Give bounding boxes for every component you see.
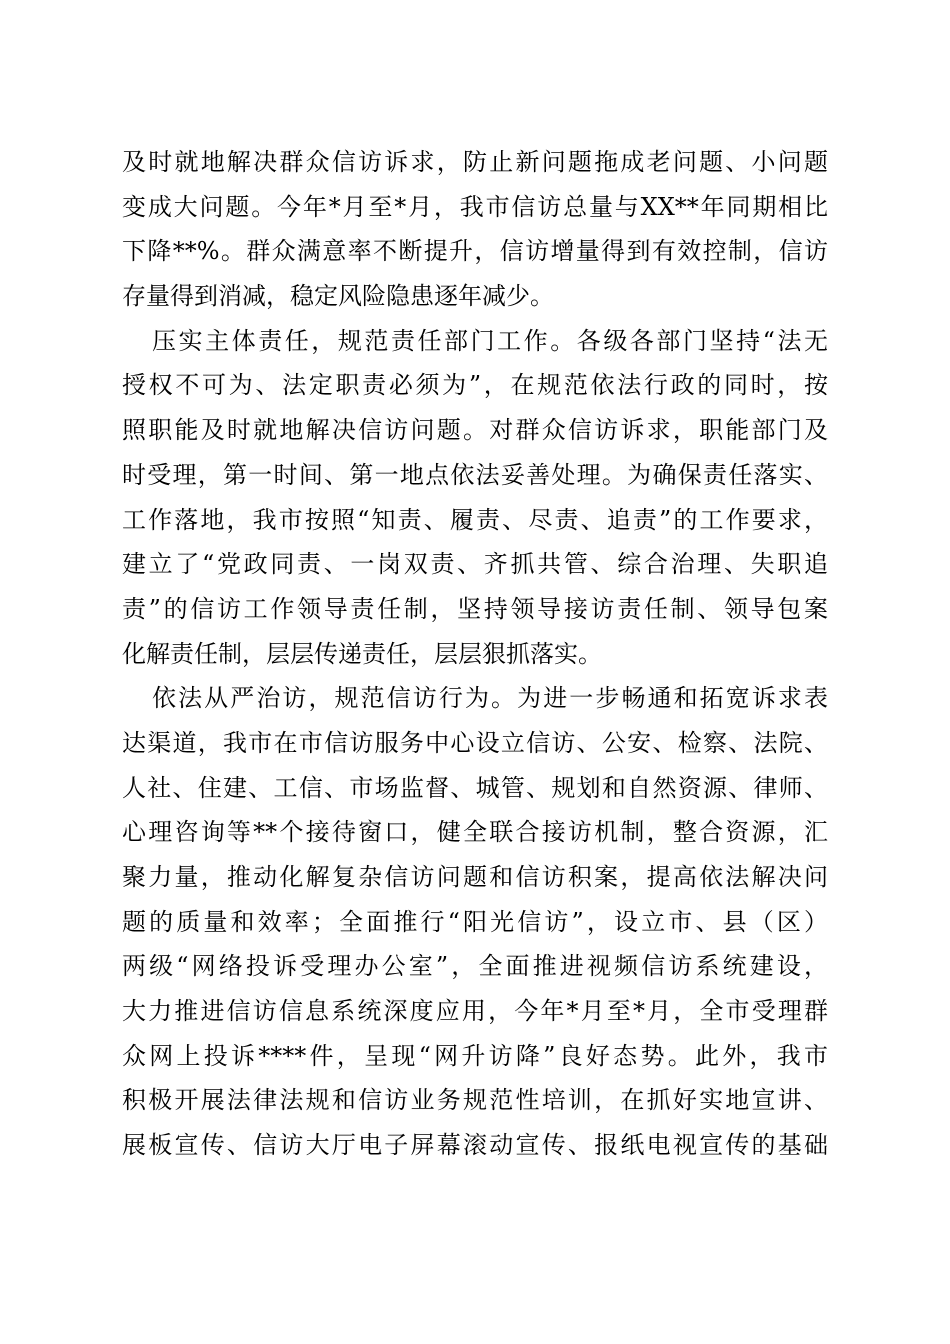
text-line: 建立了“党政同责、一岗双责、齐抓共管、综合治理、失职追 xyxy=(122,550,828,579)
paragraph xyxy=(122,140,828,319)
text-line: 下降**%。群众满意率不断提升，信访增量得到有效控制，信访 xyxy=(122,237,828,266)
text-line: 照职能及时就地解决信访问题。对群众信访诉求，职能部门及 xyxy=(122,416,828,445)
text-line: 聚力量，推动化解复杂信访问题和信访积案，提高依法解决问 xyxy=(122,863,828,891)
text-line: 责”的信访工作领导责任制，坚持领导接访责任制、领导包案 xyxy=(122,594,828,623)
text-line: 授权不可为、法定职责必须为”，在规范依法行政的同时，按 xyxy=(122,371,828,400)
text-line: 大力推进信访信息系统深度应用，今年*月至*月，全市受理群 xyxy=(122,997,828,1026)
text-line: 展板宣传、信访大厅电子屏幕滚动宣传、报纸电视宣传的基础 xyxy=(122,1131,828,1160)
text-line: 众网上投诉****件，呈现“网升访降”良好态势。此外，我市 xyxy=(122,1041,828,1070)
text-line: 时受理，第一时间、第一地点依法妥善处理。为确保责任落实、 xyxy=(122,460,828,489)
paragraph xyxy=(122,319,828,677)
text-line: 变成大问题。今年*月至*月，我市信访总量与XX**年同期相比 xyxy=(122,192,828,221)
text-line: 两级“网络投诉受理办公室”，全面推进视频信访系统建设， xyxy=(122,952,828,981)
text-line: 及时就地解决群众信访诉求，防止新问题拖成老问题、小问题 xyxy=(122,148,828,176)
text-line: 压实主体责任，规范责任部门工作。各级各部门坚持“法无 xyxy=(152,326,828,355)
text-line: 积极开展法律法规和信访业务规范性培训，在抓好实地宣讲、 xyxy=(122,1086,828,1115)
text-line: 人社、住建、工信、市场监督、城管、规划和自然资源、律师、 xyxy=(122,773,828,802)
text-line: 心理咨询等**个接待窗口，健全联合接访机制，整合资源，汇 xyxy=(122,818,828,847)
text-line: 题的质量和效率；全面推行“阳光信访”，设立市、县（区） xyxy=(122,907,828,936)
paragraph xyxy=(122,676,828,1168)
text-line: 依法从严治访，规范信访行为。为进一步畅通和拓宽诉求表 xyxy=(152,684,828,713)
text-line: 存量得到消减，稳定风险隐患逐年减少。 xyxy=(122,282,554,311)
document-body xyxy=(122,140,828,1168)
text-line: 达渠道，我市在市信访服务中心设立信访、公安、检察、法院、 xyxy=(122,728,828,757)
text-line: 工作落地，我市按照“知责、履责、尽责、追责”的工作要求， xyxy=(122,505,828,534)
text-line: 化解责任制，层层传递责任，层层狠抓落实。 xyxy=(122,639,602,668)
